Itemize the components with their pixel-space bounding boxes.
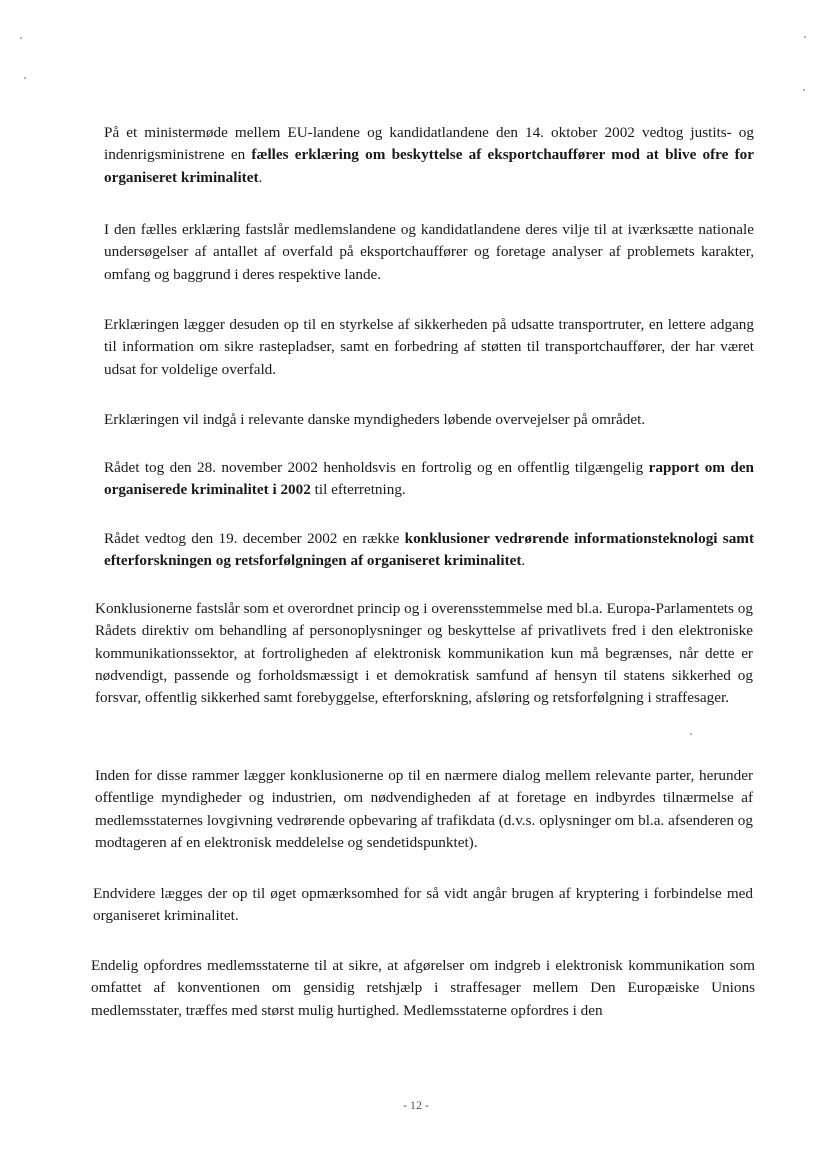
paragraph-text: Rådet tog den 28. november 2002 henholdsvis en fortrolig og en offentlig tilgængelig	[104, 459, 649, 476]
paragraph-traffic-data-dialog	[95, 765, 753, 854]
page-number: - 12 -	[403, 1098, 429, 1112]
bold-report-title: rapport om den organiserede kriminalitet i 2002	[104, 459, 755, 499]
paragraph-ministerial-meeting	[104, 122, 754, 189]
paragraph-text: På et ministermøde mellem EU-landene og kandidatlandene den 14. oktober 2002 vedtog justits- og indenrigsministrene en	[104, 124, 754, 164]
paragraph-text: til efterretning.	[310, 481, 406, 499]
bold-conclusions-title: konklusioner vedrørende informationsteknologi samt efterforskningen og retsforfølgningen af organiseret kriminalitet	[104, 530, 754, 570]
paragraph-text: Erklæringen lægger desuden op til en styrkelse af sikkerheden på udsatte transportruter, en lettere adgang til information om sikre rastepladser, samt en forbedring af støtten til transportchauffører, der har været udsat for voldelige overfald.	[104, 316, 754, 378]
paragraph-joint-declaration	[104, 219, 754, 286]
paragraph-text: .	[521, 552, 526, 570]
scan-speck	[690, 733, 692, 735]
paragraph-text: I den fælles erklæring fastslår medlemslandene og kandidatlandene deres vilje til at iværksætte nationale undersøgelser af antallet af overfald på eksportchauffører og foretage analyser af problemets karakter, omfang og baggrund i deres respektive lande.	[104, 221, 754, 283]
scan-speck	[803, 89, 805, 91]
paragraph-council-conclusions	[104, 528, 754, 573]
scan-speck	[24, 77, 26, 79]
paragraph-danish-authorities	[104, 409, 754, 431]
paragraph-confidentiality-principle	[95, 598, 753, 709]
paragraph-text: Konklusionerne fastslår som et overordnet princip og i overensstemmelse med bl.a. Europa-Parlamentets og Rådets direktiv om behandling af personoplysninger og beskyttelse af privatlivets fred i den elektroniske kommunikationssektor, at fortroligheden af elektronisk kommunikation kun må begrænses, når dette er nødvendigt, passende og forholdsmæssigt i et demokratisk samfund af hensyn til statens sikkerhed og forsvar, offentlig sikkerhed samt forebyggelse, efterforskning, afsløring og retsforfølgning i straffesager.	[95, 600, 753, 707]
paragraph-member-states-call	[91, 955, 755, 1022]
paragraph-text: Endvidere lægges der op til øget opmærksomhed for så vidt angår brugen af kryptering i forbindelse med organiseret kriminalitet.	[93, 885, 753, 925]
scan-speck	[804, 36, 806, 38]
paragraph-encryption	[93, 883, 753, 928]
bold-declaration-title: fælles erklæring om beskyttelse af eksportchauffører mod at blive ofre for organiseret kriminalitet	[104, 146, 755, 186]
paragraph-text: Erklæringen vil indgå i relevante danske myndigheders løbende overvejelser på området.	[104, 411, 646, 428]
paragraph-text: Inden for disse rammer lægger konklusionerne op til en nærmere dialog mellem relevante parter, herunder offentlige myndigheder og industrien, om nødvendigheden af at foretage en indbyrdes tilnærmelse af medlemsstaternes lovgivning vedrørende opbevaring af trafikdata (d.v.s. oplysninger om bl.a. afsenderen og modtageren af en elektronisk meddelelse og sendetidspunktet).	[95, 767, 753, 851]
paragraph-text: .	[258, 168, 263, 186]
paragraph-text: Rådet vedtog den 19. december 2002 en række	[104, 530, 405, 547]
paragraph-security-routes	[104, 314, 754, 381]
paragraph-text: Endelig opfordres medlemsstaterne til at sikre, at afgørelser om indgreb i elektronisk kommunikation som omfattet af konventionen om gensidig retshjælp i straffesager mellem Den Europæiske Unions medlemsstater, træffes med størst mulig hurtighed. Medlemsstaterne opfordres i den	[91, 957, 755, 1019]
scan-speck	[20, 37, 22, 39]
paragraph-council-report	[104, 457, 754, 502]
